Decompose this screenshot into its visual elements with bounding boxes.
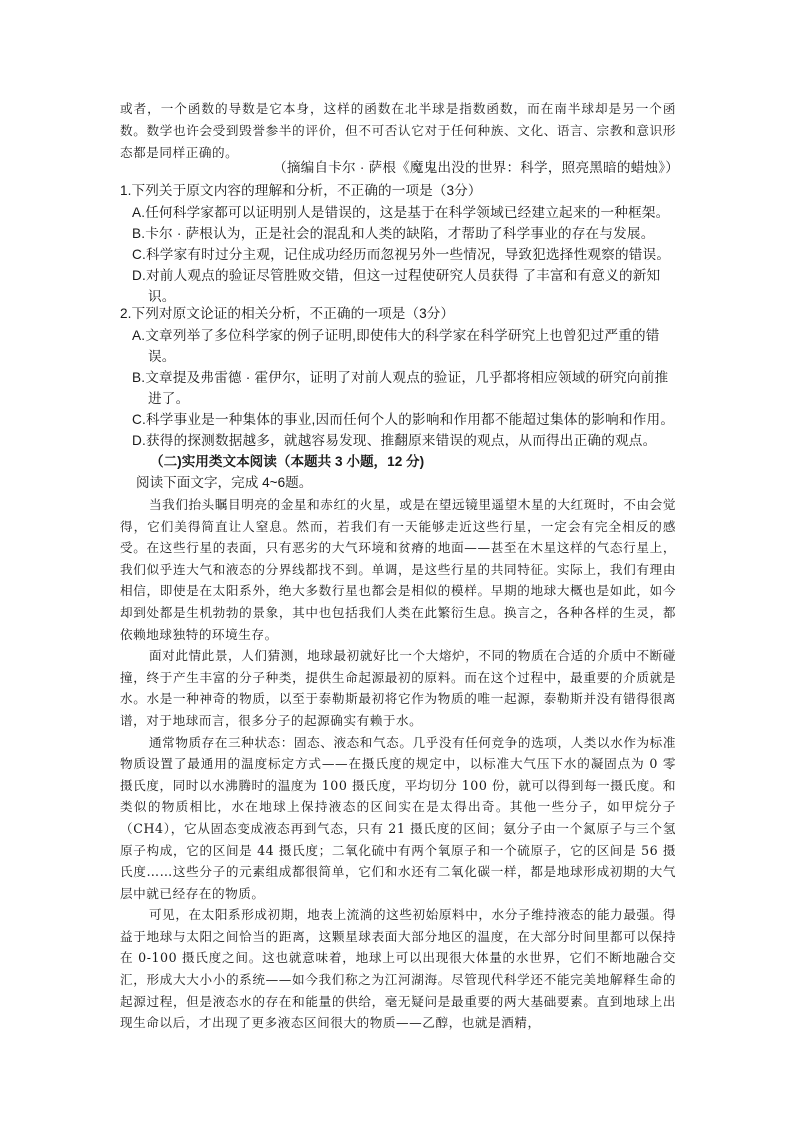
option-letter: C. xyxy=(132,247,146,262)
source-citation: （摘编自卡尔 · 萨根《魔鬼出没的世界：科学，照亮黑暗的蜡烛》） xyxy=(273,160,679,175)
option-continuation: 进了。 xyxy=(148,391,190,406)
option-continuation: 识。 xyxy=(148,289,176,304)
passage-paragraph: 通常物质存在三种状态：固态、液态和气态。几乎没有任何竞争的选项，人类以水作为标准物质设置了最通用的温度标定方式——在摄氏度的规定中，以标准大气压下水的凝固点为 0 零摄氏度，同时以水沸腾时的温度为 100 摄氏度，平均切分 100 份，就可以得到每一摄氏度。和类似的物质相比，水在地球上保持液态的区间实在是太得出奇。其他一些分子，如甲烷分子（CH4），它从固态变成液态再到气态，只有 21 摄氏度的区间；氨分子由一个氮原子与三个氢原子构成，它的区间是 44 摄氏度；二氧化硫中有两个氧原子和一个硫原子，它的区间是 56 摄氏度……这些分子的元素组成都很简单，它们和水还有二氧化碳一样，都是地球形成初期的大气层中就已经存在的物质。 xyxy=(120,734,676,901)
passage-paragraph: 可见，在太阳系形成初期，地表上流淌的这些初始原料中，水分子维持液态的能力最强。得益于地球与太阳之间恰当的距离，这颗星球表面大部分地区的温度，在大部分时间里都可以保持在 0-100 摄氏度之间。这也就意味着，地球上可以出现很大体量的水世界，它们不断地融合交汇，形成大大小小的系统——如今我们称之为江河湖海。尽管现代科学还不能完美地解释生命的起源过程，但是液态水的存在和能量的供给，毫无疑问是最重要的两大基础要素。直到地球上出现生命以后，才出现了更多液态区间很大的物质——乙醇，也就是酒精， xyxy=(120,907,676,1031)
question-1 xyxy=(120,180,690,307)
option-a xyxy=(120,325,690,367)
option-text: 科学家有时过分主观，记住成功经历而忽视另外一些情况，导致犯选择性观察的错误。 xyxy=(146,247,671,262)
option-letter: A. xyxy=(132,328,146,343)
option-letter: D. xyxy=(132,268,146,283)
option-text: 获得的探测数据越多，就越容易发现、推翻原来错误的观点，从而得出正确的观点。 xyxy=(146,433,657,448)
passage-paragraph: 当我们抬头瞩目明亮的金星和赤红的火星，或是在望远镜里遥望木星的大红斑时，不由会觉得，它们美得简直让人窒息。然而，若我们有一天能够走近这些行星，一定会有完全相反的感受。在这些行星的表面，只有恶劣的大气环境和贫瘠的地面——甚至在木星这样的气态行星上，我们似乎连大气和液态的分界线都找不到。单调，是这些行星的共同特征。实际上，我们有理由相信，即使是在太阳系外，绝大多数行星也都会是相似的模样。早期的地球大概也是如此，如今却到处都是生机勃勃的景象，其中也包括我们人类在此繁衍生息。换言之，各种各样的生灵，都依赖地球独特的环境生存。 xyxy=(120,497,676,642)
option-d xyxy=(120,265,690,307)
option-b xyxy=(120,367,690,409)
section-instruction: 阅读下面文字，完成 4~6题。 xyxy=(136,475,313,490)
option-c xyxy=(120,409,690,430)
option-continuation: 误。 xyxy=(148,349,176,364)
option-text: 科学事业是一种集体的事业,因而任何个人的影响和作用都不能超过集体的影响和作用。 xyxy=(146,412,675,427)
option-b xyxy=(120,223,690,244)
reading-passage xyxy=(120,494,676,1034)
option-text: 文章列举了多位科学家的例子证明,即使伟大的科学家在科学研究上也曾犯过严重的错 xyxy=(145,328,660,343)
option-a xyxy=(120,202,690,223)
option-c xyxy=(120,244,690,265)
option-letter: C. xyxy=(132,412,146,427)
passage-paragraph: 面对此情此景，人们猜测，地球最初就好比一个大熔炉，不同的物质在合适的介质中不断碰撞，终于产生丰富的分子种类，提供生命起源最初的原料。而在这个过程中，最重要的介质就是水。水是一种神奇的物质，以至于泰勒斯最初将它作为物质的唯一起源，泰勒斯并没有错得很离谱，对于地球而言，很多分子的起源确实有赖于水。 xyxy=(120,648,676,728)
option-letter: D. xyxy=(132,433,146,448)
option-letter: B. xyxy=(132,226,146,241)
question-stem: 1.下列关于原文内容的理解和分析，不正确的一项是（3分） xyxy=(120,183,482,198)
option-d xyxy=(120,430,690,451)
option-letter: B. xyxy=(132,370,146,385)
intro-paragraph: 或者，一个函数的导数是它本身，这样的函数在北半球是指数函数，而在南半球却是另一个函数。数学也许会受到毁誉参半的评价，但不可否认它对于任何种族、文化、语言、宗教和意识形态都是同样正确的。 xyxy=(120,101,676,160)
question-2 xyxy=(120,303,690,451)
option-text: 任何科学家都可以证明别人是错误的，这是基于在科学领域已经建立起来的一种框架。 xyxy=(145,205,670,220)
option-text: 卡尔 · 萨根认为，正是社会的混乱和人类的缺陷，才帮助了科学事业的存在与发展。 xyxy=(145,226,655,241)
question-stem: 2.下列对原文论证的相关分析，不正确的一项是（3分） xyxy=(120,306,455,321)
option-letter: A. xyxy=(132,205,146,220)
option-text: 对前人观点的验证尽管胜败交错，但这一过程使研究人员获得 了丰富和有意义的新知 xyxy=(146,268,661,283)
option-text: 文章提及弗雷德 · 霍伊尔，证明了对前人观点的验证，几乎都将相应领域的研究向前推 xyxy=(145,370,669,385)
section-heading: （二)实用类文本阅读（本题共 3 小题，12 分) xyxy=(150,454,425,469)
